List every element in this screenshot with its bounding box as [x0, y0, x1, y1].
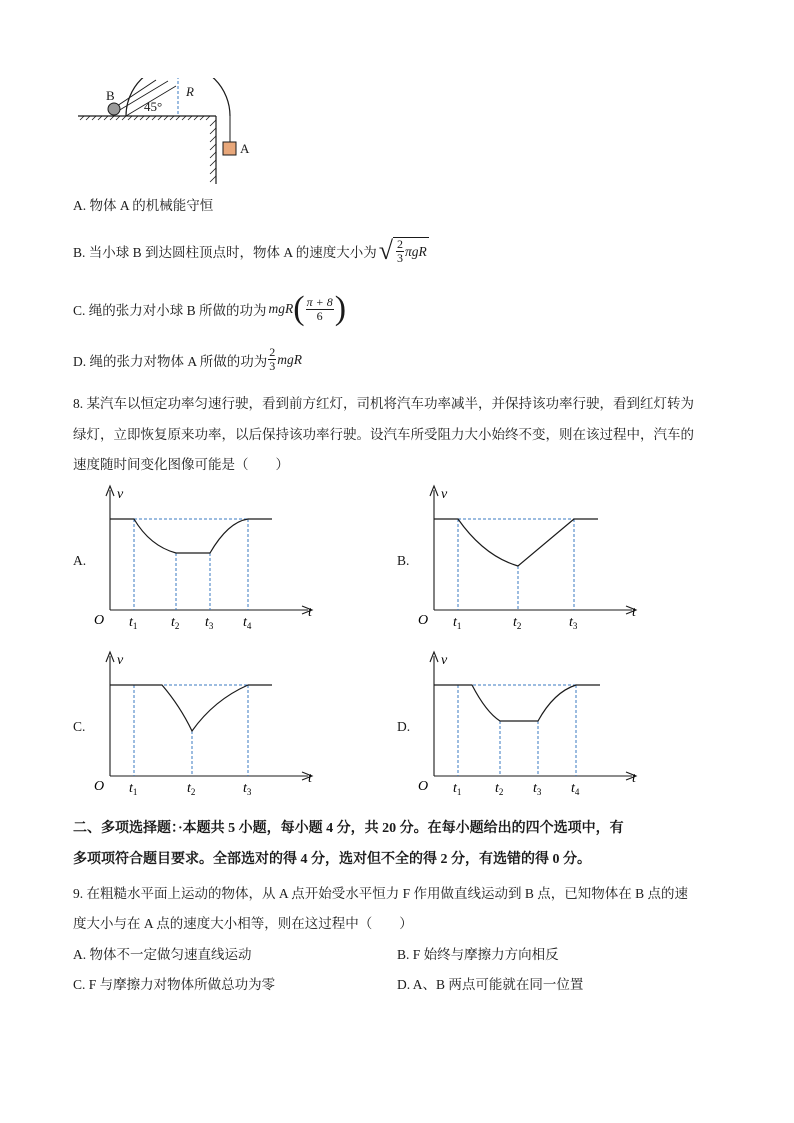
- q7-d-tail: mgR: [277, 351, 303, 367]
- q7-option-b: [73, 237, 429, 265]
- graph-c-t1: $t_1$: [129, 781, 138, 797]
- paren-left: (: [293, 290, 305, 327]
- graph-a-origin: O: [94, 613, 105, 628]
- paren-right: ): [334, 290, 347, 327]
- q7-option-a: [73, 194, 213, 214]
- graph-d-origin: O: [418, 779, 429, 794]
- graph-b-t1: $t_1$: [453, 615, 462, 631]
- q7-b-tail: πgR: [405, 243, 427, 259]
- graph-c-origin: O: [94, 779, 105, 794]
- q8-line-3: 速度随时间变化图像可能是（ ）: [73, 457, 289, 472]
- q7-option-b-text: B. 当小球 B 到达圆柱顶点时，物体 A 的速度大小为: [73, 245, 377, 260]
- graph-a-t4: $t_4$: [243, 615, 252, 631]
- graph-d-curve: [434, 685, 600, 721]
- box-A: [223, 142, 236, 155]
- q8-line-2: 绿灯，立即恢复原来功率，以后保持该功率行驶。设汽车所受阻力大小始终不变，则在该过程中，汽车的: [73, 427, 694, 442]
- graph-b-y-label: v: [441, 487, 448, 502]
- graph-d-t1: $t_1$: [453, 781, 462, 797]
- q7-c-num: π + 8: [306, 294, 333, 309]
- graph-c-t2: $t_2$: [187, 781, 196, 797]
- q7-c-fraction: [306, 296, 334, 323]
- graph-a-t1: $t_1$: [129, 615, 138, 631]
- graph-c: [90, 646, 330, 801]
- graph-b-t3: $t_3$: [569, 615, 578, 631]
- q7-c-den: 6: [316, 308, 323, 323]
- graph-b: [414, 480, 654, 635]
- graph-a-t3: $t_3$: [205, 615, 214, 631]
- section-2-line-1: 二、多项选择题：·本题共 5 小题，每小题 4 分，共 20 分。在每小题给出的四个选项中，有: [73, 821, 624, 836]
- graph-b-letter: B.: [397, 553, 410, 568]
- q7-option-a-text: A. 物体 A 的机械能守恒: [73, 198, 214, 213]
- q7-option-d-text: D. 绳的张力对物体 A 所做的功为: [73, 353, 268, 369]
- q7-b-num: 2: [397, 237, 404, 251]
- q7-c-mgr: mgR: [268, 301, 294, 316]
- q7-option-c-text: C. 绳的张力对小球 B 所做的功为: [73, 303, 267, 318]
- q7-b-den: 3: [397, 251, 404, 265]
- graph-d-letter: D.: [397, 719, 411, 734]
- q7-d-den: 3: [269, 359, 276, 373]
- graph-b-curve: [434, 519, 598, 566]
- sqrt-content: [393, 237, 429, 265]
- graph-a-letter: A.: [73, 553, 87, 568]
- q7-b-fraction: [396, 238, 404, 265]
- q9-option-c: C. F 与摩擦力对物体所做总功为零: [73, 977, 276, 992]
- graph-d-x-label: t: [632, 771, 636, 786]
- q7-d-num: 2: [269, 345, 276, 359]
- ball-B: [108, 103, 120, 115]
- graph-c-x-label: t: [308, 771, 312, 786]
- q7-option-d: [73, 346, 302, 373]
- q7-figure: [70, 78, 270, 188]
- label-A: A: [240, 141, 250, 156]
- section-2-line-2: 多项项符合题目要求。全部选对的得 4 分，选对但不全的得 2 分，有选错的得 0 分。: [73, 852, 591, 867]
- label-B: B: [106, 88, 115, 103]
- graph-b-t2: $t_2$: [513, 615, 522, 631]
- graph-c-y-label: v: [117, 653, 124, 668]
- graph-d: [414, 646, 654, 801]
- q9-line-2: 度大小与在 A 点的速度大小相等，则在这过程中（ ）: [73, 916, 413, 931]
- wall-hatch: [210, 120, 216, 182]
- q8-line-1: 8. 某汽车以恒定功率匀速行驶，看到前方红灯，司机将汽车功率减半，并保持该功率行驶，看到红灯转为: [73, 396, 694, 411]
- graph-c-letter: C.: [73, 719, 86, 734]
- q9-option-b: B. F 始终与摩擦力方向相反: [397, 947, 559, 962]
- graph-a: [90, 480, 330, 635]
- graph-b-x-label: t: [632, 605, 636, 620]
- q7-d-fraction: [268, 346, 276, 373]
- label-angle: 45°: [144, 99, 163, 114]
- graph-d-y-label: v: [441, 653, 448, 668]
- label-R: R: [186, 84, 194, 99]
- graph-a-t2: $t_2$: [171, 615, 180, 631]
- q9-line-1: 9. 在粗糙水平面上运动的物体，从 A 点开始受水平恒力 F 作用做直线运动到 B 点，已知物体在 B 点的速: [73, 886, 689, 901]
- q7-option-c: [73, 292, 346, 326]
- graph-a-x-label: t: [308, 605, 312, 620]
- q9-option-a: A. 物体不一定做匀速直线运动: [73, 947, 252, 962]
- graph-b-origin: O: [418, 613, 429, 628]
- graph-d-t3: $t_3$: [533, 781, 542, 797]
- sqrt-sign: √: [378, 236, 394, 265]
- graph-d-t4: $t_4$: [571, 781, 580, 797]
- q9-option-d: D. A、B 两点可能就在同一位置: [397, 977, 584, 992]
- graph-c-t3: $t_3$: [243, 781, 252, 797]
- graph-d-t2: $t_2$: [495, 781, 504, 797]
- graph-a-y-label: v: [117, 487, 124, 502]
